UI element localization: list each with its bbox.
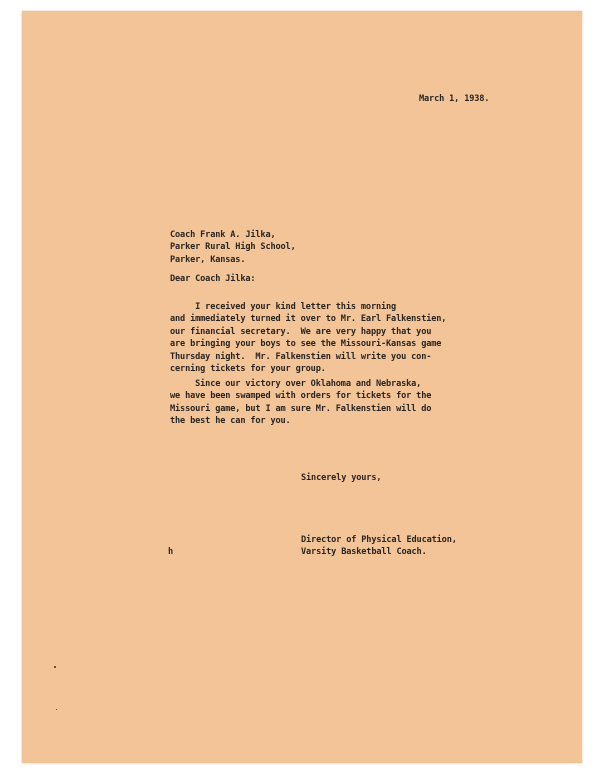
paragraph-line: we have been swamped with orders for tickets for the — [170, 391, 432, 402]
recipient-address — [170, 229, 296, 266]
complimentary-closing: Sincerely yours, — [301, 473, 382, 483]
letter-date: March 1, 1938. — [419, 94, 490, 104]
recipient-line: Parker, Kansas. — [170, 254, 246, 265]
paper-speck — [54, 666, 56, 668]
body-paragraph-2 — [170, 378, 431, 428]
paragraph-line: I received your kind letter this morning — [170, 302, 397, 312]
recipient-line: Parker Rural High School, — [170, 242, 296, 253]
signature-title: Varsity Basketball Coach. — [301, 547, 427, 558]
paragraph-line: and immediately turned it over to Mr. Earl Falkenstien, — [170, 314, 447, 325]
signature-block — [301, 534, 457, 559]
paragraph-line: the best he can for you. — [170, 416, 291, 427]
paragraph-line: are bringing your boys to see the Missouri-Kansas game — [170, 339, 442, 350]
paragraph-line: Thursday night. Mr. Falkenstien will write you con- — [170, 351, 432, 362]
paper-speck — [56, 709, 57, 710]
recipient-line: Coach Frank A. Jilka, — [170, 230, 276, 240]
letter-page — [22, 11, 582, 763]
salutation: Dear Coach Jilka: — [170, 274, 256, 284]
signature-title: Director of Physical Education, — [301, 535, 457, 545]
typist-initials: h — [168, 547, 174, 557]
paragraph-line: our financial secretary. We are very happy that you — [170, 326, 432, 337]
paragraph-line: cerning tickets for your group. — [170, 364, 326, 375]
paragraph-line: Since our victory over Oklahoma and Nebraska, — [170, 379, 422, 389]
paragraph-line: Missouri game, but I am sure Mr. Falkenstien will do — [170, 403, 432, 414]
body-paragraph-1 — [170, 301, 446, 375]
